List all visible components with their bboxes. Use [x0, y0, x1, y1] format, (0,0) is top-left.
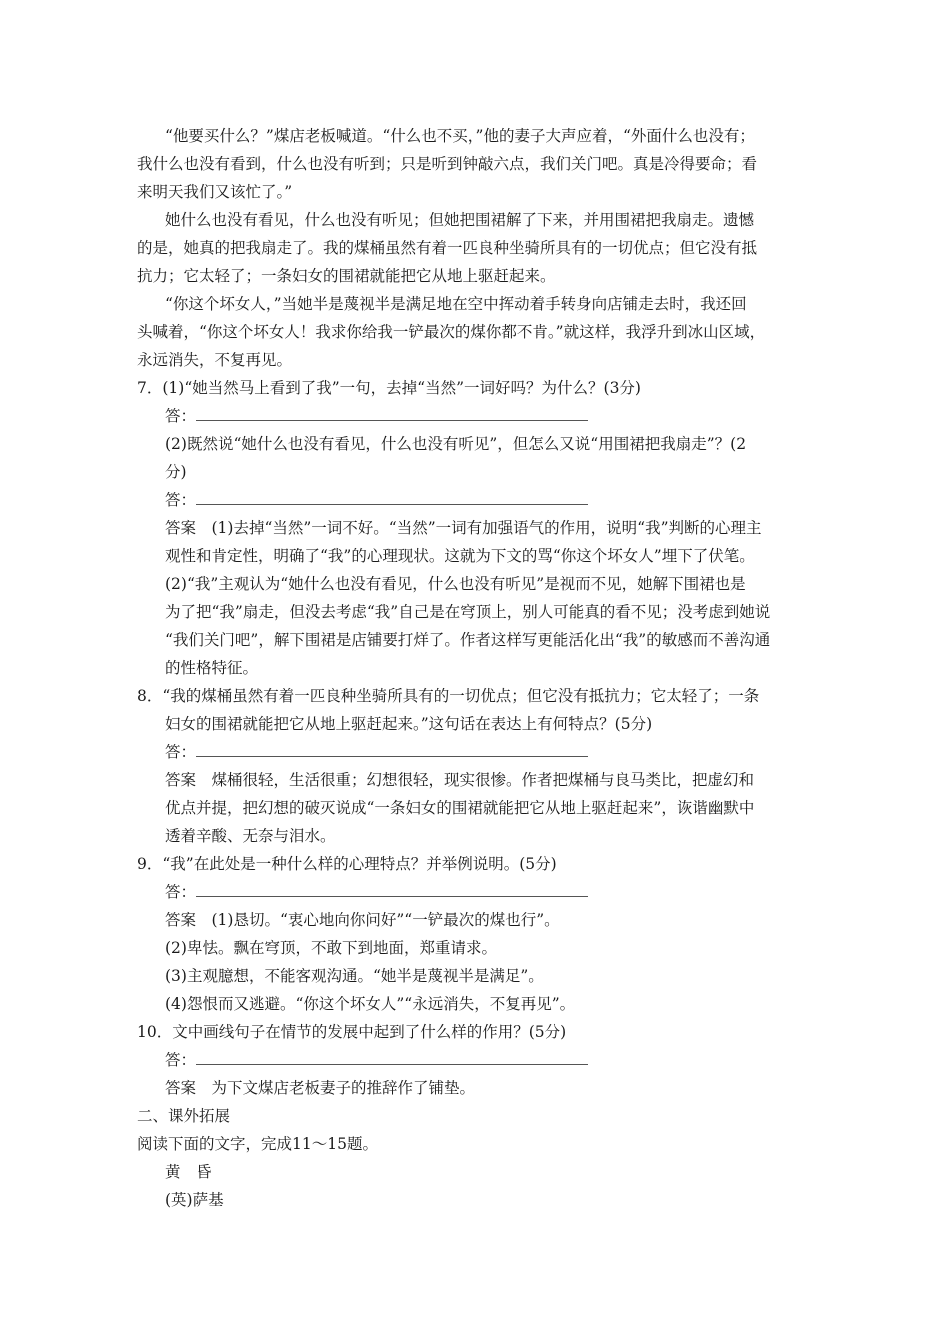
answer-7-line: 观性和肯定性，明确了“我”的心理现状。这就为下文的骂“你这个坏女人”埋下了伏笔。	[165, 547, 755, 565]
answer-line	[196, 742, 588, 757]
answer-7-line: 的性格特征。	[165, 659, 259, 677]
answer-8-line: 答案 煤桶很轻，生活很重；幻想很轻，现实很惨。作者把煤桶与良马类比，把虚幻和	[165, 771, 755, 789]
passage-line: 的是，她真的把我扇走了。我的煤桶虽然有着一匹良种坐骑所具有的一切优点；但它没有抵	[137, 239, 758, 257]
section-heading: 二、课外拓展	[137, 1107, 231, 1125]
answer-prompt: 答：	[165, 491, 197, 509]
answer-9-line: (3)主观臆想，不能客观沟通。“她半是蔑视半是满足”。	[165, 967, 544, 985]
answer-line	[196, 406, 588, 421]
question-10: 10．文中画线句子在情节的发展中起到了什么样的作用？(5分)	[137, 1023, 567, 1041]
answer-prompt: 答：	[165, 1051, 197, 1069]
answer-7-line: 为了把“我”扇走，但没去考虑“我”自己是在穹顶上，别人可能真的看不见；没考虑到她说	[165, 603, 771, 621]
question-7-part-2: (2)既然说“她什么也没有看见，什么也没有听见”，但怎么又说“用围裙把我扇走”？(2	[165, 435, 747, 453]
answer-7-line: “我们关门吧”，解下围裙是店铺要打烊了。作者这样写更能活化出“我”的敏感而不善沟通	[165, 631, 771, 649]
question-8: 妇女的围裙就能把它从地上驱赶起来。”这句话在表达上有何特点？(5分)	[165, 715, 653, 733]
answer-blank	[165, 490, 588, 510]
answer-prompt: 答：	[165, 743, 197, 761]
question-9: 9．“我”在此处是一种什么样的心理特点？并举例说明。(5分)	[137, 855, 557, 873]
passage-line: 头喊着，“你这个坏女人！我求你给我一铲最次的煤你都不肯。”就这样，我浮升到冰山区域，	[137, 323, 766, 341]
passage-line: 来明天我们又该忙了。”	[137, 183, 293, 201]
passage-line: “他要买什么？”煤店老板喊道。“什么也不买，”他的妻子大声应着，“外面什么也没有；	[165, 127, 755, 145]
answer-prompt: 答：	[165, 883, 197, 901]
article-title: 黄 昏	[165, 1163, 212, 1181]
answer-9-line: (2)卑怯。飘在穹顶，不敢下到地面，郑重请求。	[165, 939, 497, 957]
answer-7-line: (2)“我”主观认为“她什么也没有看见，什么也没有听见”是视而不见，她解下围裙也是	[165, 575, 746, 593]
passage-line: 抗力；它太轻了；一条妇女的围裙就能把它从地上驱赶起来。	[137, 267, 556, 285]
answer-9-line: (4)怨恨而又逃避。“你这个坏女人”“永远消失，不复再见”。	[165, 995, 576, 1013]
passage-line: “你这个坏女人，”当她半是蔑视半是满足地在空中挥动着手转身向店铺走去时，我还回	[165, 295, 747, 313]
answer-7-line: 答案 (1)去掉“当然”一词不好。“当然”一词有加强语气的作用，说明“我”判断的心理主	[165, 519, 762, 537]
answer-line	[196, 882, 588, 897]
passage-line: 我什么也没有看到，什么也没有听到；只是听到钟敲六点，我们关门吧。真是冷得要命；看	[137, 155, 758, 173]
answer-9-line: 答案 (1)恳切。“衷心地向你问好”“一铲最次的煤也行”。	[165, 911, 560, 929]
passage-line: 她什么也没有看见，什么也没有听见；但她把围裙解了下来，并用围裙把我扇走。遗憾	[165, 211, 755, 229]
answer-8-line: 优点并提，把幻想的破灭说成“一条妇女的围裙就能把它从地上驱赶起来”，诙谐幽默中	[165, 799, 755, 817]
question-7-part-2: 分)	[165, 463, 187, 481]
answer-blank	[165, 882, 588, 902]
answer-prompt: 答：	[165, 407, 197, 425]
question-8: 8．“我的煤桶虽然有着一匹良种坐骑所具有的一切优点；但它没有抵抗力；它太轻了；一条	[137, 687, 760, 705]
answer-blank	[165, 1050, 588, 1070]
section-instruction: 阅读下面的文字，完成11～15题。	[137, 1135, 378, 1153]
answer-8-line: 透着辛酸、无奈与泪水。	[165, 827, 336, 845]
answer-blank	[165, 406, 588, 426]
answer-line	[196, 490, 588, 505]
answer-10: 答案 为下文煤店老板妻子的推辞作了铺垫。	[165, 1079, 476, 1097]
answer-blank	[165, 742, 588, 762]
question-7: 7．(1)“她当然马上看到了我”一句，去掉“当然”一词好吗？为什么？(3分)	[137, 379, 641, 397]
answer-line	[196, 1050, 588, 1065]
passage-line: 永远消失，不复再见。	[137, 351, 293, 369]
article-author: (英)萨基	[165, 1191, 224, 1209]
